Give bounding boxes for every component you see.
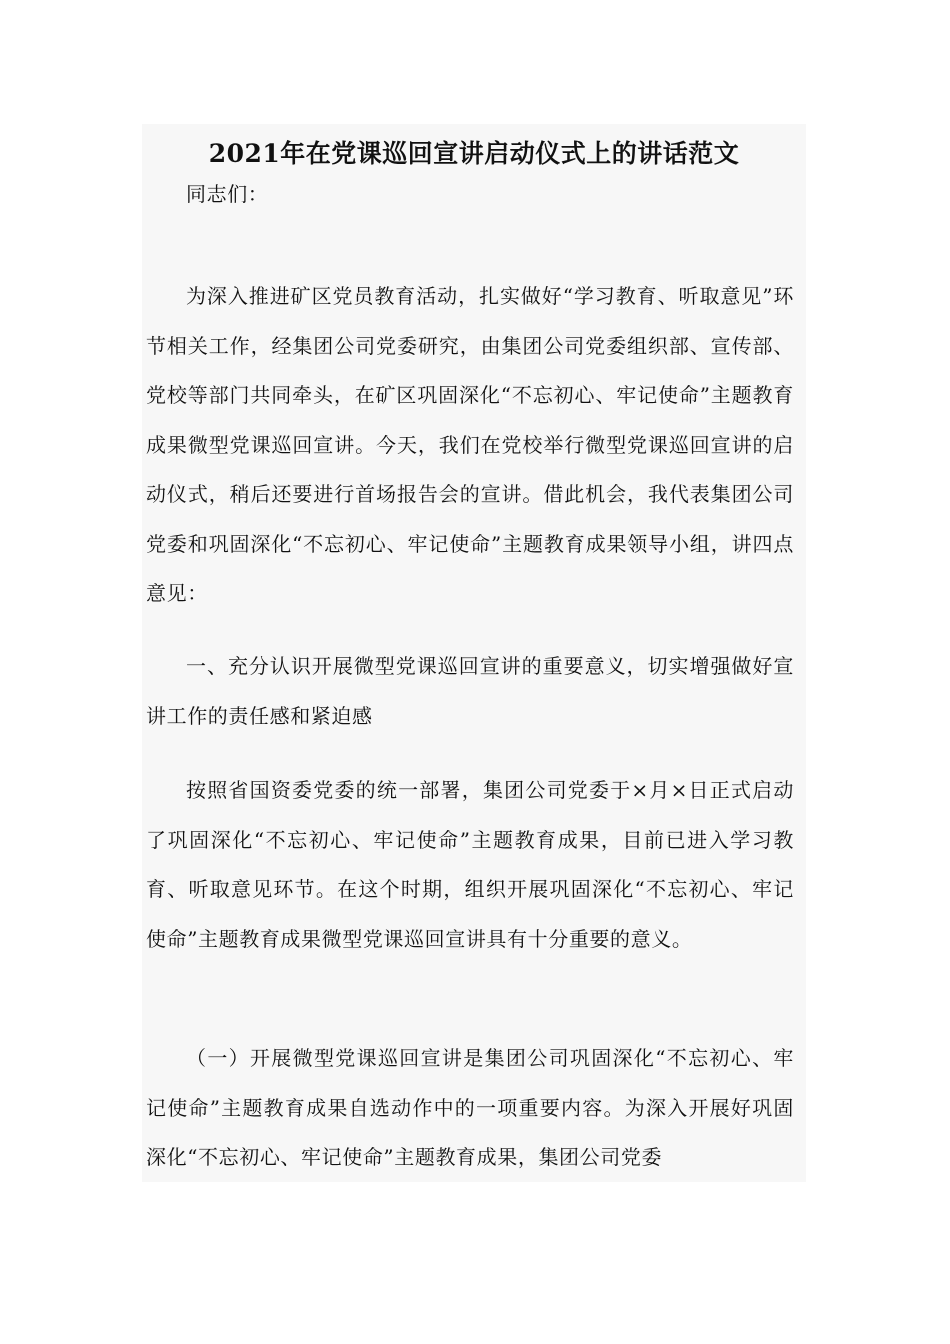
document-title: 2021年在党课巡回宣讲启动仪式上的讲话范文 [208,139,740,168]
paragraph-subsection-one: （一）开展微型党课巡回宣讲是集团公司巩固深化“不忘初心、牢记使命”主题教育成果自选动作中的一项重要内容。为深入开展好巩固深化“不忘初心、牢记使命”主题教育成果，集团公司党委 [146,1046,794,1169]
paragraph-background: 按照省国资委党委的统一部署，集团公司党委于×月×日正式启动了巩固深化“不忘初心、牢记使命”主题教育成果，目前已进入学习教育、听取意见环节。在这个时期，组织开展巩固深化“不忘初心、牢记使命”主题教育成果微型党课巡回宣讲具有十分重要的意义。 [146,778,794,951]
document-page [142,124,806,1182]
paragraph-intro: 为深入推进矿区党员教育活动，扎实做好“学习教育、听取意见”环节相关工作，经集团公司党委研究，由集团公司党委组织部、宣传部、党校等部门共同牵头，在矿区巩固深化“不忘初心、牢记使命”主题教育成果微型党课巡回宣讲。今天，我们在党校举行微型党课巡回宣讲的启动仪式，稍后还要进行首场报告会的宣讲。借此机会，我代表集团公司党委和巩固深化“不忘初心、牢记使命”主题教育成果领导小组，讲四点意见： [146,284,794,605]
section-heading-one: 一、充分认识开展微型党课巡回宣讲的重要意义，切实增强做好宣讲工作的责任感和紧迫感 [146,654,794,728]
salutation: 同志们： [186,182,269,206]
